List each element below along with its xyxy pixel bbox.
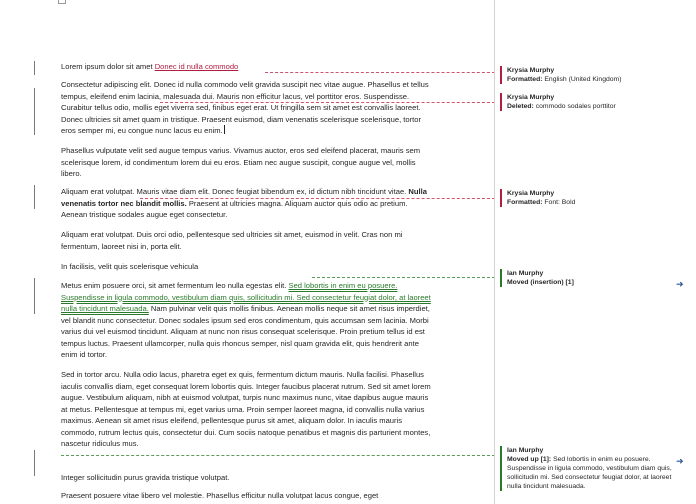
paragraph-text: Aliquam erat volutpat. Duis orci odio, pellentesque sed ultricies sit amet, euismod in velit. Cras non mi fermentum, laoreet nisi in, porta elit.: [61, 230, 403, 251]
paragraph[interactable]: [61, 61, 434, 73]
arrow-right-icon[interactable]: ➜: [676, 456, 684, 466]
paragraph[interactable]: [61, 280, 434, 361]
paragraph[interactable]: [61, 490, 434, 502]
revision-balloon[interactable]: [500, 269, 687, 287]
revision-balloon[interactable]: [500, 189, 687, 207]
balloon-connector: [312, 277, 500, 278]
balloon-connector: [140, 198, 500, 199]
paragraph[interactable]: [61, 186, 434, 221]
paragraph[interactable]: [61, 369, 434, 450]
revision-balloon[interactable]: [500, 93, 687, 111]
text-cursor: [224, 125, 225, 134]
balloon-author: Ian Murphy: [507, 447, 544, 454]
paragraph-text: Aliquam erat volutpat. Mauris vitae diam elit. Donec feugiat bibendum ex, id dictum nibh tincidunt vitae.: [61, 187, 409, 196]
balloon-kind: Deleted:: [507, 103, 534, 110]
balloon-author: Krysia Murphy: [507, 94, 555, 101]
balloon-author: Krysia Murphy: [507, 190, 555, 197]
paragraph-text: Metus enim posuere orci, sit amet fermentum leo nulla egestas elit.: [61, 281, 289, 290]
change-bar: [34, 185, 35, 209]
paragraph-text: Integer sollicitudin purus gravida tristique volutpat.: [61, 473, 230, 482]
change-bar: [34, 450, 35, 476]
paragraph-text: Phasellus vulputate velit sed augue tempus varius. Vivamus auctor, eros sed eleifend placerat, mauris sem scelerisque lorem, id condimentum lorem dui eu eros. Etiam nec augue suscipit, congue augue vel, mollis libero.: [61, 146, 421, 178]
inserted-text[interactable]: Donec id nulla commodo: [154, 62, 239, 71]
change-bar: [34, 61, 35, 75]
balloon-kind: Formatted:: [507, 76, 543, 83]
paragraph-text: Praesent at ultricies magna. Aliquam auctor quis odio ac pretium. Aenean tristique sodales augue eget consectetur.: [61, 198, 408, 219]
paragraph-text: Sed in tortor arcu. Nulla odio lacus, pharetra eget ex quis, fermentum dictum mauris. Nulla facilisi. Phasellus iaculis convallis diam, eget consequat lorem lobortis quis. Integer faucibus placerat rutrum. Sed sit amet lorem augue. Vestibulum aliquam, nibh at euismod volutpat, turpis nunc maximus nunc, vitae dapibus augue mauris at metus. Pellentesque at tempus mi, eget varius urna. Proin semper laoreet magna, id convallis nulla varius maximus. Aenean sit amet risus eleifend, pellentesque purus sit amet, aliquam dolor. In iaculis mauris commodo, rutrum lectus quis, consectetur dui. Cum sociis natoque penatibus et magnis dis parturient montes, nascetur ridiculus mus.: [61, 370, 431, 448]
paragraph[interactable]: [61, 229, 434, 252]
balloon-detail: Sed lobortis in enim eu posuere. Suspendisse in ligula commodo, vestibulum diam quis, sollicitudin mi. Sed consectetur feugiat dolor, at laoreet nulla tincidunt malesuada.: [507, 456, 672, 490]
balloon-connector: [265, 72, 500, 73]
bold-text: Nulla venenatis tortor nec blandit mollis.: [61, 187, 427, 208]
paragraph-text: Consectetur adipiscing elit. Donec id nulla commodo velit gravida suscipit nec vitae augue. Phasellus et tellus tempus, eleifend enim lacinia, malesuada dui. Mauris non efficitur lacus, vel porttitor eros. Suspendisse. Curabitur tellus odio, mollis eget viverra sed, finibus eget erat. Ut fringilla sem sit amet est convallis laoreet. Donec ultricies sit amet quam in tristique. Praesent euismod, diam venenatis scelerisque scelerisque, tortor eros semper mi, eu congue nunc lacus eu enim.: [61, 80, 429, 135]
balloon-author: Ian Murphy: [507, 270, 544, 277]
paragraph-text: In facilisis, velit quis scelerisque vehicula: [61, 262, 199, 271]
change-bar: [34, 278, 35, 314]
balloon-kind: Formatted:: [507, 199, 543, 206]
moved-text[interactable]: Sed lobortis in enim eu posuere. Suspendisse in ligula commodo, vestibulum diam quis, sollicitudin mi. Sed consectetur feugiat dolor, at laoreet nulla tincidunt malesuada.: [61, 281, 431, 313]
balloon-author: Krysia Murphy: [507, 67, 555, 74]
paragraph-text: Nam pulvinar velit quis mollis finibus. Aenean mollis neque sit amet risus imperdiet, vel blandit nunc consectetur. Donec sodales ipsum sed eros condimentum, quis accumsan sem lacinia. Morbi varius dui vel euismod tincidunt. Aliquam at nunc non risus consequat scelerisque. Proin pretium tellus id est tempus luctus. Praesent ullamcorper, nulla quis rhoncus semper, nisl quam gravida elit, quis hendrerit ante enim id tortor.: [61, 304, 430, 359]
balloon-detail: Font: Bold: [544, 199, 576, 206]
revision-balloon[interactable]: [500, 446, 687, 491]
revision-balloon[interactable]: [500, 66, 687, 84]
paragraph[interactable]: [61, 79, 434, 137]
paragraph[interactable]: [61, 145, 434, 180]
balloon-kind: Moved up [1]:: [507, 456, 552, 463]
balloon-connector: [160, 102, 500, 103]
paragraph-text: Lorem ipsum dolor sit amet: [61, 62, 155, 71]
balloon-detail: English (United Kingdom): [544, 76, 622, 83]
paragraph[interactable]: [61, 472, 434, 484]
balloon-connector: [61, 455, 500, 456]
balloon-kind: Moved (insertion) [1]: [507, 279, 574, 286]
balloon-detail: commodo sodales porttitor: [535, 103, 616, 110]
paragraph[interactable]: [61, 261, 434, 273]
arrow-right-icon[interactable]: ➜: [676, 279, 684, 289]
paragraph-text: Praesent posuere vitae libero vel molestie. Phasellus efficitur nulla volutpat lacus congue, eget: [61, 491, 379, 500]
change-bar: [34, 88, 35, 135]
